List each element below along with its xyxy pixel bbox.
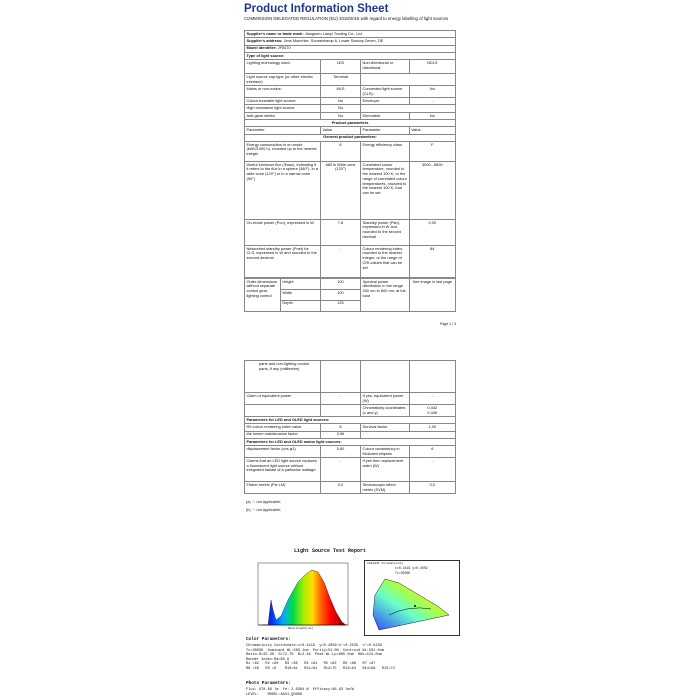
product-params-heading: Product parameters (245, 120, 456, 127)
cell: Claim of equivalent power (245, 393, 321, 405)
dim-value: 100 (320, 289, 360, 300)
cell: If yes, equivalent power (W) (361, 393, 410, 405)
cell: Dimmable: (361, 112, 410, 119)
cell: 0,0 (320, 482, 360, 494)
cell: parts and non-lighting control parts, if any (millimetre) (245, 361, 321, 393)
color-line: Render Index:Ra=83.9 (246, 657, 290, 662)
photo-params-heading: Photo Parameters: (246, 681, 291, 686)
chroma-x: 0,442 (427, 404, 438, 410)
cell: - (409, 98, 455, 105)
cell: Anti-glare shield: (245, 112, 321, 119)
cell: Lighting technology used: (245, 60, 321, 74)
cell: On-mode power (Pon), expressed in W (245, 219, 321, 245)
cell: Non-directional or directional: (361, 60, 410, 74)
cell: Flicker metric (Pst LM) (245, 482, 321, 494)
chromaticity-point (414, 605, 416, 607)
cell: the lumen maintenance factor (245, 431, 321, 438)
cell: - (409, 458, 455, 482)
spd-label: Spectral power distribution in the range 250 nm to 800 nm, at full-load (361, 278, 410, 311)
cell: 0,00 (409, 219, 455, 245)
cell: 8 (320, 141, 360, 161)
color-line: R1 =82 R2 =90 R3 =95 R4 =81 R5 =82 R6 =86 R7 =87 (246, 662, 376, 667)
supplier-value: Jiangmen Lianyi Trading Co., Ltd. (304, 30, 363, 36)
spectrum-chart (248, 560, 352, 635)
cell: Stroboscopic effect metric (SVM) (361, 482, 410, 494)
cell: No (320, 112, 360, 119)
dim-value: 100 (320, 278, 360, 289)
page-title: Product Information Sheet (244, 3, 389, 15)
cell: Energy efficiency class (361, 141, 410, 161)
address-label: Supplier's address: (246, 38, 283, 44)
cie-readout: x=0.4419 y=0.4059 (395, 566, 428, 570)
regulation-text: COMMISSION DELEGATED REGULATION (EU) 2019/2015 with regard to energy labelling of light sources (244, 16, 449, 21)
info-table-page1 (244, 30, 456, 312)
cell: No (320, 98, 360, 105)
cell: Correlated colour temperature, rounded to the nearest 100 K, or the range of correlated colour temperatures, rounded to the nearest 100 K, that can be set (361, 161, 410, 219)
color-line: Chromaticity Coordinate:x=0.4419 y=0.4059/u'=0.2535 v'=0.5239 (246, 644, 382, 648)
cell: Colour-tuneable light source: (245, 98, 321, 105)
info-table-page2 (244, 360, 456, 494)
cell: F (409, 141, 455, 161)
cell: If yes then replacement claim (W) (361, 458, 410, 482)
header-cell: Parameter (361, 127, 410, 134)
dim-value: 125 (320, 300, 360, 311)
cell: - (320, 245, 360, 277)
color-line: Tc=3003K Dominant WL:583.1nm Purity=54.0% Centroid WL:591.0nm (246, 648, 385, 653)
dim-name: Depth (280, 300, 320, 311)
cell: 680 in Wide cone (120°) (320, 161, 360, 219)
header-cell: Value (320, 127, 360, 134)
cell: Chromaticity coordinates (x and y) (361, 405, 410, 417)
model-label: Model identifier: (246, 45, 277, 51)
cell: 0,60 (320, 446, 360, 458)
cell: Useful luminous flux (Φuse), indicating if it refers to the flux in a sphere (360°), in a wide cone (120°) or in a narrow cone (90°) (245, 161, 321, 219)
cell: 3000...6500 (409, 161, 455, 219)
cell: 7,8 (320, 219, 360, 245)
cell: Standby power (Psb), expressed in W and rounded to the second decimal (361, 219, 410, 245)
cell (361, 105, 456, 112)
cell: Mains or non-mains: (245, 86, 321, 98)
dim-name: Height (280, 278, 320, 289)
cell: Envelope: (361, 98, 410, 105)
cell: Survival factor (361, 424, 410, 431)
color-line: R8 =59 R9 =8 R10=81 R11=81 R12=75 R13=84 R14=98 R15=74 (246, 667, 395, 671)
cell (361, 74, 456, 86)
footnote: (a) '-': not applicable; (246, 500, 282, 504)
general-params-heading: General product parameters: (245, 134, 456, 141)
cie-header: CIE1931 Chromaticity (367, 562, 404, 565)
cell: Claims that an LED light source replaces a fluorescent light source without integrated ballast of a particular wattage. (245, 458, 321, 482)
cie-diagram (364, 560, 460, 636)
dimensions-label: Outer dimensions without separate control gear, lighting control (245, 278, 281, 311)
header-cell: Value (409, 127, 455, 134)
cell: 8 (320, 424, 360, 431)
cell: - (320, 393, 360, 405)
photo-line: Flux: 678.69 lm Fe: 2.0384 W Efficacy:86.93 lm/W (246, 688, 354, 692)
page-number: Page 1 / 3 (440, 322, 456, 326)
cell: 6 (409, 446, 455, 458)
cell: 84 (409, 245, 455, 277)
header-cell: Parameter (245, 127, 321, 134)
cell: 0,0 (409, 482, 455, 494)
cell: No (320, 105, 360, 112)
photo-line: LEVEL: MODEL:AAS1_QD008 (246, 692, 303, 697)
address-value: Jens Muechler, Sonnenkamp 6, Lower Saxony Zeven, DE (283, 38, 384, 44)
cie-tc: Tc=3003K (395, 571, 411, 575)
mains-params-heading: Parameters for LED and OLED mains light sources: (245, 438, 456, 445)
model-value: JF5470 (277, 45, 291, 51)
cell: Terminal (320, 74, 360, 86)
report-title: Light Source Test Report (294, 548, 367, 554)
cell: High luminance light source: (245, 105, 321, 112)
cell: Connected light source (CLS): (361, 86, 410, 98)
supplier-label: Supplier's name or trade mark: (246, 30, 304, 36)
cell: LED (320, 60, 360, 74)
cell: Networked standby power (Pnet) for CLS, expressed in W and rounded to the second decimal (245, 245, 321, 277)
cell: 1,00 (409, 424, 455, 431)
cell: No (409, 86, 455, 98)
cell: displacement factor (cos φ1) (245, 446, 321, 458)
color-line: Ratio:R=25.2% G=72.7% B=2.1% Peak WL:Lp=605.0nm HWL=124.0nm (246, 653, 382, 658)
cell: - (409, 393, 455, 405)
cell: Colour consistency in McAdam ellipses (361, 446, 410, 458)
chroma-y: 0,406 (427, 409, 438, 415)
cell: Energy consumption in on-mode (kWh/1000 h), rounded up to the nearest integer (245, 141, 321, 161)
led-params-heading: Parameters for LED and OLED light sources: (245, 417, 456, 424)
cell: - (320, 458, 360, 482)
cell: R9 colour rendering index value (245, 424, 321, 431)
type-label: Type of light source: (245, 52, 456, 59)
cell: Light source cap-type (or other electric interface) (245, 74, 321, 86)
x-axis-label: Wavelength(nm) (288, 627, 314, 630)
cell: 0,96 (320, 431, 360, 438)
color-params-heading: Color Parameters: (246, 637, 291, 642)
cell: MLS (320, 86, 360, 98)
spd-value: See image in last page (409, 278, 455, 311)
footnote: (b) '-': not applicable; (246, 508, 282, 512)
cell: No (409, 112, 455, 119)
cell: NDLS (409, 60, 455, 74)
cell: Colour rendering index, rounded to the nearest integer, or the range of CRI-values that can be set (361, 245, 410, 277)
dim-name: Width (280, 289, 320, 300)
